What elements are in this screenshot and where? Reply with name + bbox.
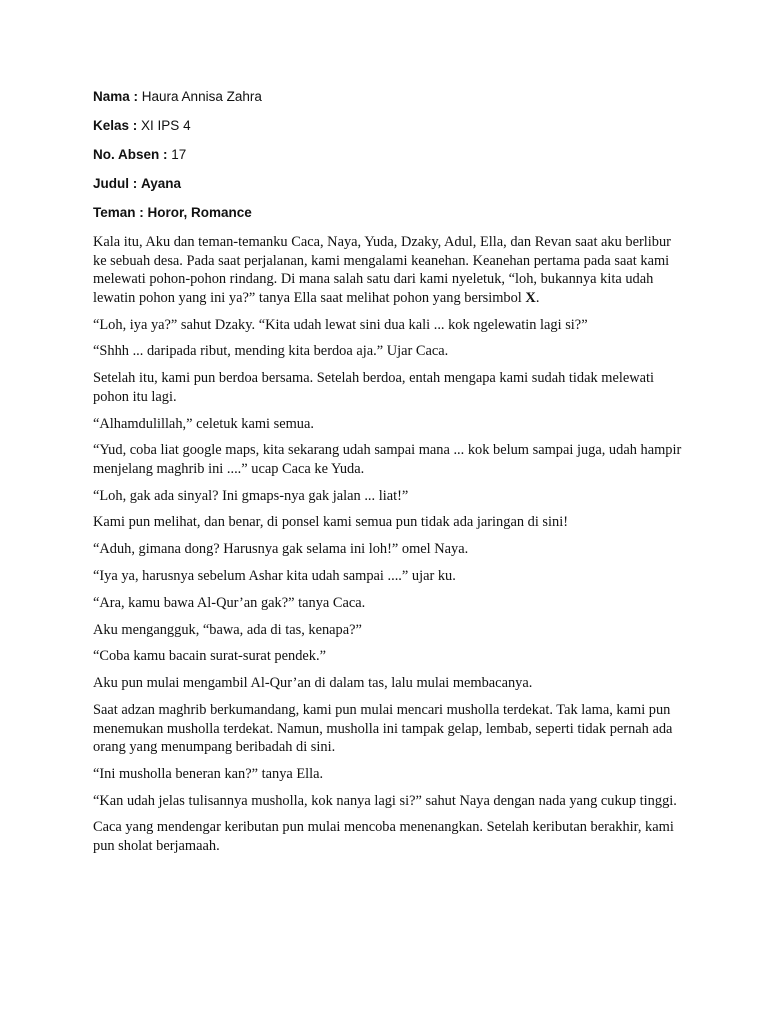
theme-line [93,204,693,233]
title-label: Judul : [93,176,138,191]
theme-value: Horor, Romance [147,205,252,220]
name-value: Haura Annisa Zahra [141,89,262,104]
story-paragraph: “Shhh ... daripada ribut, mending kita berdoa aja.” Ujar Caca. [93,343,449,360]
student-info-block [93,88,693,233]
sentence-end: . [535,289,540,306]
story-body [93,233,683,864]
story-paragraph: “Loh, gak ada sinyal? Ini gmaps-nya gak jalan ... liat!” [93,487,409,504]
tree-symbol: X [525,289,536,306]
class-label: Kelas : [93,118,138,133]
story-paragraph: Kami pun melihat, dan benar, di ponsel kami semua pun tidak ada jaringan di sini! [93,514,568,531]
roll-number-line [93,146,693,175]
story-paragraph: “Yud, coba liat google maps, kita sekarang udah sampai mana ... kok belum sampai juga, udah hampir menjelang maghrib ini ....” ucap Caca ke Yuda. [93,442,682,477]
story-paragraph: Caca yang mendengar keributan pun mulai mencoba menenangkan. Setelah keributan berakhir, kami pun sholat berjamaah. [93,819,674,855]
class-value: XI IPS 4 [141,118,191,133]
title-value: Ayana [141,176,182,191]
story-paragraph: “Ini musholla beneran kan?” tanya Ella. [93,765,324,782]
story-paragraph: Aku pun mulai mengambil Al-Qur’an di dalam tas, lalu mulai membacanya. [93,675,533,692]
theme-label: Teman : [93,205,144,220]
story-paragraph: “Alhamdulillah,” celetuk kami semua. [93,415,314,432]
story-paragraph: “Aduh, gimana dong? Harusnya gak selama ini loh!” omel Naya. [93,541,469,558]
story-paragraph: Saat adzan maghrib berkumandang, kami pun mulai mencari musholla terdekat. Tak lama, kami pun menemukan musholla terdekat. Namun, musholla ini tampak gelap, lembab, seperti tidak pernah ada orang yang menumpang beribadah di sini. [93,701,673,756]
story-paragraph: “Coba kamu bacain surat-surat pendek.” [93,648,326,665]
story-paragraph: “Iya ya, harusnya sebelum Ashar kita udah sampai ....” ujar ku. [93,568,456,584]
story-paragraph: “Ara, kamu bawa Al-Qur’an gak?” tanya Caca. [93,594,366,611]
class-line [93,117,693,146]
roll-number-label: No. Absen : [93,147,168,162]
roll-number-value: 17 [171,147,187,162]
story-paragraph: Setelah itu, kami pun berdoa bersama. Setelah berdoa, entah mengapa kami sudah tidak melewati pohon itu lagi. [93,370,655,405]
story-paragraph-text: Kala itu, Aku dan teman-temanku Caca, Naya, Yuda, Dzaky, Adul, Ella, dan Revan saat aku berlibur ke sebuah desa. Pada saat perjalanan, kami mengalami keanehan. Keanehan pertama pada saat kami melewati pohon-pohon rindang. Di mana salah satu dari kami nyeletuk, “loh, bukannya kita udah lewatin pohon yang ini ya?” tanya Ella saat melihat pohon yang bersimbol [93,234,671,306]
story-paragraph [93,233,683,307]
story-paragraph: “Kan udah jelas tulisannya musholla, kok nanya lagi si?” sahut Naya dengan nada yang cukup tinggi. [93,792,677,809]
story-paragraph: “Loh, iya ya?” sahut Dzaky. “Kita udah lewat sini dua kali ... kok ngelewatin lagi si?” [93,316,588,333]
name-line [93,88,693,117]
title-line [93,175,693,204]
name-label: Nama : [93,89,139,104]
story-paragraph: Aku mengangguk, “bawa, ada di tas, kenapa?” [93,621,362,638]
